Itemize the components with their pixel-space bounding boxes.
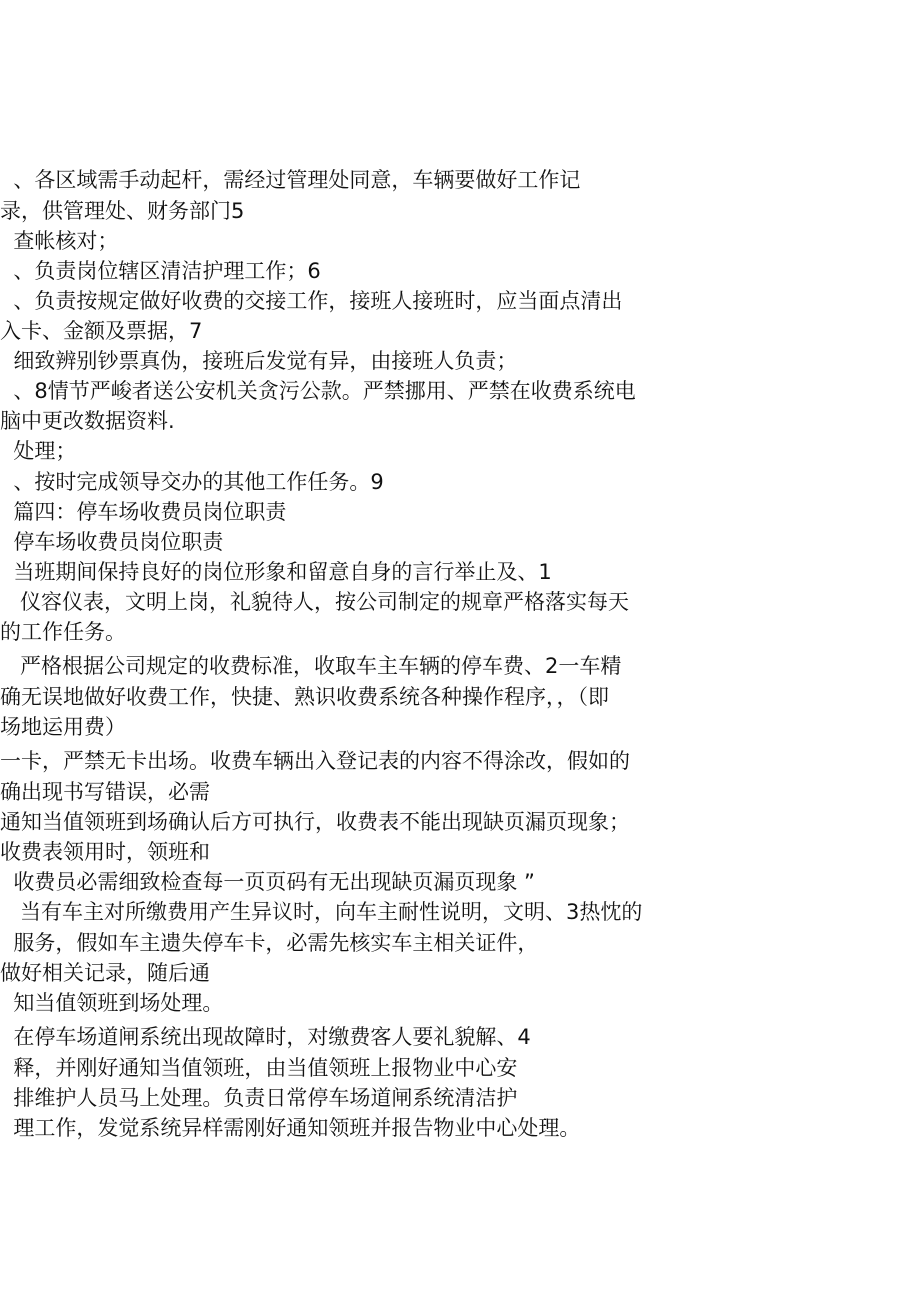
text-line: 严格根据公司规定的收费标准，收取车主车辆的停车费、2一车精: [0, 654, 622, 678]
text-line: 查帐核对；: [0, 229, 119, 253]
text-line: 细致辨别钞票真伪，接班后发觉有异，由接班人负责；: [0, 349, 518, 373]
text-line: 、按时完成领导交办的其他工作任务。9: [0, 470, 384, 494]
text-line: 收费员必需细致检查每一页页码有无出现缺页漏页现象 ”: [0, 870, 535, 894]
text-line: 理工作，发觉系统异样需刚好通知领班并报告物业中心处理。: [0, 1116, 581, 1140]
text-line: 通知当值领班到场确认后方可执行，收费表不能出现缺页漏页现象；: [0, 810, 630, 834]
text-line: 知当值领班到场处理。: [0, 991, 224, 1015]
text-line: 的工作任务。: [0, 620, 126, 644]
text-line: 收费表领用时，领班和: [0, 840, 210, 864]
text-line: 、负责岗位辖区清洁护理工作；6: [0, 259, 321, 283]
section-title: 篇四：停车场收费员岗位职责: [0, 500, 287, 524]
text-line: 入卡、金额及票据，7: [0, 319, 203, 343]
text-line: 脑中更改数据资料.: [0, 409, 175, 433]
text-line: 仪容仪表，文明上岗，礼貌待人，按公司制定的规章严格落实每天: [0, 590, 630, 614]
text-line: 当班期间保持良好的岗位形象和留意自身的言行举止及、1: [0, 560, 552, 584]
text-line: 确无误地做好收费工作，快捷、熟识收费系统各种操作程序，，（即: [0, 685, 609, 709]
text-line: 场地运用费）: [0, 715, 126, 739]
text-line: 录，供管理处、财务部门5: [0, 199, 245, 223]
text-line: 排维护人员马上处理。负责日常停车场道闸系统清洁护: [0, 1086, 518, 1110]
text-line: 、各区域需手动起杆，需经过管理处同意，车辆要做好工作记: [0, 168, 581, 192]
text-line: 、负责按规定做好收费的交接工作，接班人接班时，应当面点清出: [0, 289, 623, 313]
text-line: 处理；: [0, 439, 77, 463]
text-line: 确出现书写错误，必需: [0, 780, 210, 804]
text-line: 做好相关记录，随后通: [0, 961, 210, 985]
text-line: 释，并刚好通知当值领班，由当值领班上报物业中心安: [0, 1056, 518, 1080]
text-line: 当有车主对所缴费用产生异议时，向车主耐性说明，文明、3热忱的: [0, 900, 643, 924]
text-line: 服务，假如车主遗失停车卡，必需先核实车主相关证件，: [0, 931, 539, 955]
text-line: 一卡，严禁无卡出场。收费车辆出入登记表的内容不得涂改，假如的: [0, 749, 630, 773]
section-subtitle: 停车场收费员岗位职责: [0, 530, 224, 554]
text-line: 、8情节严峻者送公安机关贪污公款。严禁挪用、严禁在收费系统电: [0, 379, 636, 403]
text-line: 在停车场道闸系统出现故障时，对缴费客人要礼貌解、4: [0, 1025, 531, 1049]
